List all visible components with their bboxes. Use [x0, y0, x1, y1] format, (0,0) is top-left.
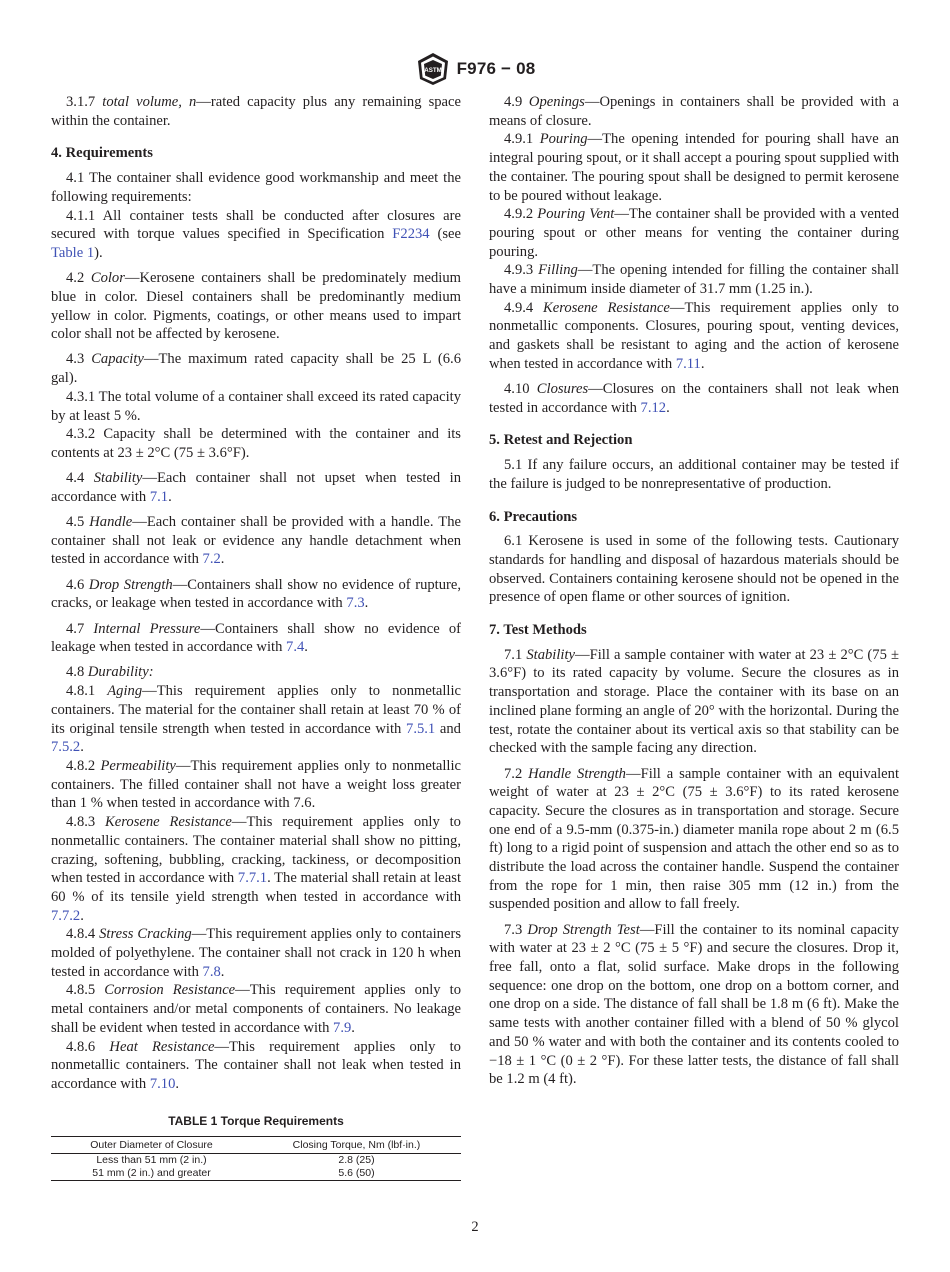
paragraph-4-8-6: 4.8.6 Heat Resistance—This requirement applies only to nonmetallic containers. The container shall not leak when tested in accordance with 7.10.: [51, 1038, 461, 1092]
paragraph-4-8-5: 4.8.5 Corrosion Resistance—This requirement applies only to metal containers and/or metal components of containers. No leakage shall be evident when tested in accordance with 7.9.: [51, 982, 461, 1036]
paragraph-4-10: 4.10 Closures—Closures on the containers shall not leak when tested in accordance with 7.12.: [489, 381, 900, 416]
link-7-9[interactable]: 7.9: [333, 1019, 352, 1036]
paragraph-4-1: 4.1 The container shall evidence good workmanship and meet the following requirements:: [51, 170, 461, 205]
paragraph-7-3: 7.3 Drop Strength Test—Fill the container to its nominal capacity with water at 23 ± 2 °C (75 ± 5 °F) and secure the closures. Drop it, free fall, onto a flat, solid surface. Make drops in the following sequence: one drop on the bottom, one drop on a bottom corner, and one drop on a side. The distance of fall shall be 1.8 m (6 ft). Make the same tests with another container filled with a blend of 50 % glycol and 50 % water and with both the container and its contents cooled to −18 ± 1 °C (0 ± 2 °F). For these latter tests, the distance of fall shall be 1.2 m (4 ft).: [489, 921, 900, 1088]
column-header: Closing Torque, Nm (lbf·in.): [252, 1137, 461, 1154]
left-column: [51, 93, 461, 1181]
paragraph-4-9-1: 4.9.1 Pouring—The opening intended for pouring shall have an integral pouring spout, or it shall accept a pouring spout supplied with the container. The pouring spout shall be designed to permit kerosene to be poured without leakage.: [489, 131, 899, 204]
paragraph-4-9: 4.9 Openings—Openings in containers shall be provided with a means of closure.: [489, 94, 899, 129]
table-cell: 51 mm (2 in.) and greater: [51, 1167, 252, 1181]
paragraph-4-2: 4.2 Color—Kerosene containers shall be predominately medium blue in color. Diesel containers shall be predominantly medium yellow in color. Pigments, coatings, or other means used to impart color shall not be affected by kerosene.: [51, 270, 462, 343]
svg-text:ASTM: ASTM: [423, 67, 442, 75]
paragraph-4-6: 4.6 Drop Strength—Containers shall show no evidence of rupture, cracks, or leakage when tested in accordance with 7.3.: [51, 576, 462, 612]
paragraph-4-4: 4.4 Stability—Each container shall not upset when tested in accordance with 7.1.: [51, 470, 462, 505]
page-number: 2: [471, 1219, 479, 1235]
paragraph-4-5: 4.5 Handle—Each container shall be provided with a handle. The container shall not leak or evidence any handle detachment when tested in accordance with 7.2.: [51, 514, 461, 568]
paragraph-7-1: 7.1 Stability—Fill a sample container with water at 23 ± 2°C (75 ± 3.6°F) to its rated capacity by volume. Secure the closures as in transportation and storage. Place the container with its base on an inclined plane forming an angle of 20° with the horizontal. During the test, rotate the container about its vertical axis so that stability can be checked with the sample facing any direction.: [489, 646, 900, 757]
astm-logo-icon: [415, 52, 451, 86]
paragraph-4-8-4: 4.8.4 Stress Cracking—This requirement applies only to containers molded of polyethylene. The container shall not crack in 120 h when tested in accordance with 7.8.: [51, 926, 461, 980]
link-7-3[interactable]: 7.3: [346, 595, 365, 612]
paragraph-6-1: 6.1 Kerosene is used in some of the following tests. Cautionary standards for handling and disposal of hazardous materials should be observed. Containers containing kerosene should not be opened in the presence of open flame or other sources of ignition.: [489, 533, 899, 606]
link-7-11[interactable]: 7.11: [675, 355, 701, 372]
right-column: [489, 93, 899, 1089]
table-cell: 5.6 (50): [252, 1167, 461, 1181]
paragraph-4-8-3: 4.8.3 Kerosene Resistance—This requirement applies only to nonmetallic containers. The container material shall show no pitting, crazing, softening, bubbling, cracking, tackiness, or decomposition when tested in accordance with 7.7.1. The material shall retain at least 60 % of its tensile yield strength when tested in accordance with 7.7.2.: [51, 814, 461, 924]
paragraph-4-8-1: 4.8.1 Aging—This requirement applies only to nonmetallic containers. The material for the container shall retain at least 70 % of its original tensile strength when tested in accordance with 7.5.1 and 7.5.2.: [51, 683, 461, 756]
link-f2234[interactable]: F2234: [392, 226, 430, 243]
column-header: Outer Diameter of Closure: [51, 1137, 252, 1154]
torque-requirements-table: [51, 1136, 461, 1181]
section-heading-precautions: 6. Precautions: [489, 508, 578, 525]
paragraph-4-9-4: 4.9.4 Kerosene Resistance—This requirement applies only to nonmetallic components. Closures, pouring spout, venting devices, and gaskets shall be resistant to aging and the action of kerosene when tested in accordance with 7.11.: [489, 299, 899, 372]
link-7-7-2[interactable]: 7.7.2: [51, 907, 81, 924]
table-header-row: [51, 1137, 461, 1154]
term: total volume, n: [102, 94, 197, 110]
paragraph-4-1-1: 4.1.1 All container tests shall be conducted after closures are secured with torque values specified in Specification F2234 (see Table 1).: [51, 207, 461, 261]
paragraph-4-8: 4.8 Durability:: [66, 664, 154, 681]
section-heading-retest: 5. Retest and Rejection: [489, 432, 633, 449]
paragraph-4-9-3: 4.9.3 Filling—The opening intended for filling the container shall have a minimum inside diameter of 31.7 mm (1.25 in.).: [489, 262, 899, 298]
paragraph-4-8-2: 4.8.2 Permeability—This requirement applies only to nonmetallic containers. The filled container shall not have a weight loss greater than 1 % when tested in accordance with 7.6.: [51, 758, 461, 812]
section-heading-requirements: 4. Requirements: [51, 145, 153, 162]
link-7-4[interactable]: 7.4: [286, 639, 305, 656]
link-table-1[interactable]: Table 1: [51, 244, 95, 261]
paragraph-4-9-2: 4.9.2 Pouring Vent—The container shall be provided with a vented pouring spout or other means for venting the container during pouring.: [489, 206, 900, 260]
table-row: [51, 1154, 461, 1168]
link-7-7-1[interactable]: 7.7.1: [237, 870, 268, 887]
paragraph-4-7: 4.7 Internal Pressure—Containers shall show no evidence of leakage when tested in accordance with 7.4.: [51, 620, 462, 656]
table-cell: 2.8 (25): [338, 1154, 375, 1167]
table-row: [51, 1167, 461, 1181]
paragraph-4-3-2: 4.3.2 Capacity shall be determined with the container and its contents at 23 ± 2°C (75 ± 3.6°F).: [51, 426, 461, 461]
document-designation: F976 − 08: [456, 59, 536, 78]
link-7-5-1[interactable]: 7.5.1: [406, 720, 436, 737]
table-cell: Less than 51 mm (2 in.): [96, 1154, 207, 1167]
link-7-5-2[interactable]: 7.5.2: [51, 739, 81, 756]
link-7-2[interactable]: 7.2: [202, 551, 221, 568]
page-header: [0, 52, 950, 86]
paragraph-4-3: 4.3 Capacity—The maximum rated capacity shall be 25 L (6.6 gal).: [51, 351, 462, 387]
paragraph-4-3-1: 4.3.1 The total volume of a container shall exceed its rated capacity by at least 5 %.: [51, 388, 461, 424]
link-7-10[interactable]: 7.10: [149, 1075, 176, 1092]
link-7-8[interactable]: 7.8: [202, 963, 221, 980]
section-heading-test-methods: 7. Test Methods: [489, 622, 587, 639]
table-title: TABLE 1 Torque Requirements: [168, 1113, 344, 1128]
link-7-12[interactable]: 7.12: [640, 399, 667, 416]
paragraph-5-1: 5.1 If any failure occurs, an additional container may be tested if the failure is judged to be nonrepresentative of production.: [489, 457, 899, 492]
link-7-1[interactable]: 7.1: [149, 488, 169, 505]
paragraph-7-2: 7.2 Handle Strength—Fill a sample container with an equivalent weight of water at 23 ± 2°C (75 ± 3.6°F) to its rated kerosene capacity. Secure the closures as in transportation and storage. Secure one end of a 9.5-mm (0.375-in.) diameter manila rope about 2 m (6.5 ft) long to a rigid point of suspension and attach the other end so as to distribute the load across the container handle. Suspend the container from the rope for 1 min, then raise 305 mm (12 in.) from the suspended position and allow to fall freely.: [489, 765, 900, 913]
paragraph-3-1-7: 3.1.7 total volume, n—rated capacity plus any remaining space within the container.: [51, 94, 461, 129]
